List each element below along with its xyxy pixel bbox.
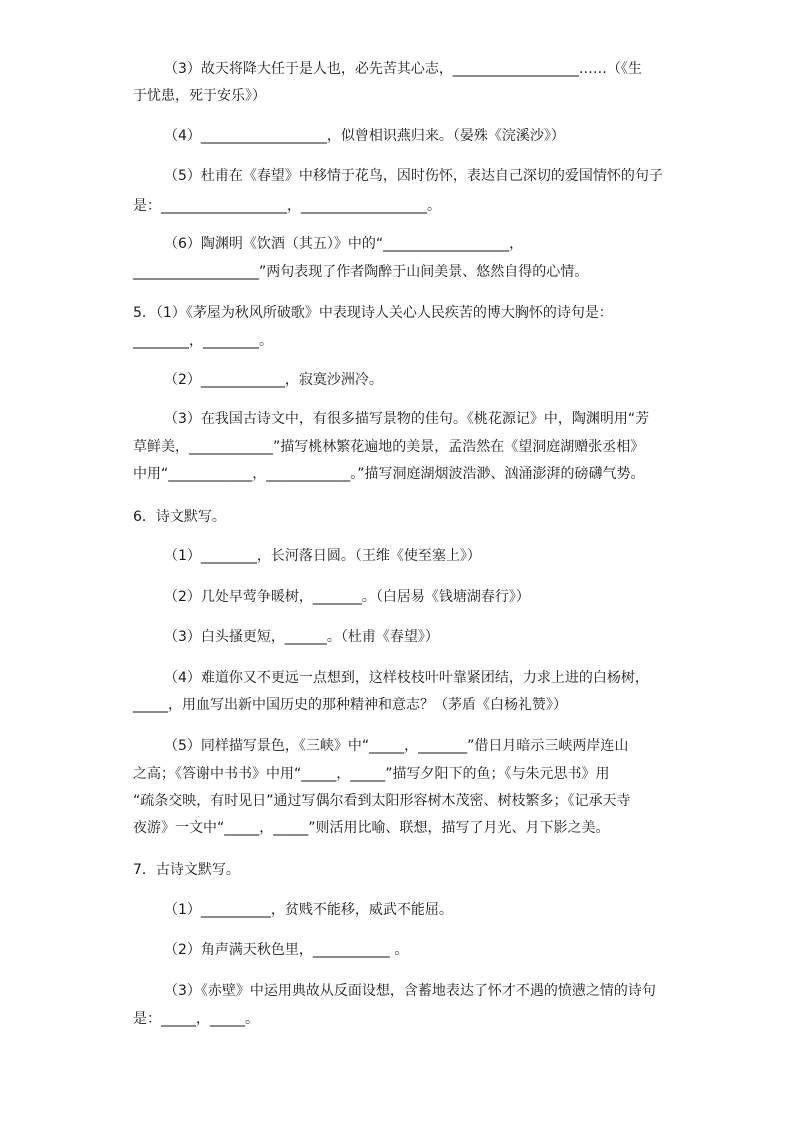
text-line: （1）__________，贫贱不能移，威武不能屈。 [164, 902, 453, 918]
question-heading: 7．古诗文默写。 [133, 862, 240, 878]
text-line: 是：__________________，__________________。 [133, 198, 441, 214]
text-line: 之高；《答谢中书书》中用“_____，_____”描写夕阳下的鱼；《与朱元思书》用 [133, 766, 610, 782]
text-line: “疏条交映，有时见日”通过写偶尔看到太阳形容树木茂密、树枝繁多；《记承天寺 [133, 793, 631, 809]
text-line: （5）同样描写景色，《三峡》中“_____，_______”借日月暗示三峡两岸连山 [164, 738, 629, 754]
question-heading: 5．（1）《茅屋为秋风所破歌》中表现诗人关心人民疾苦的博大胸怀的诗句是： [133, 305, 613, 321]
text-line: （1）________，长河落日圆。（王维《使至塞上》） [164, 548, 481, 564]
text-line: 于忧患，死于安乐》） [133, 88, 266, 104]
text-line: （3）故天将降大任于是人也，必先苦其心志，__________________……（《生 [164, 61, 642, 77]
text-line: ________，________。 [133, 333, 273, 349]
text-line: （6）陶渊明《饮酒（其五）》中的“__________________， [164, 236, 524, 252]
text-line: 草鲜美，____________”描写桃林繁花遍地的美景，孟浩然在《望洞庭湖赠张丞相》 [133, 439, 645, 455]
question-heading: 6．诗文默写。 [133, 509, 226, 525]
text-line: （2）____________，寂寞沙洲冷。 [164, 372, 383, 388]
text-line: （4）难道你又不更远一点想到，这样枝枝叶叶靠紧团结，力求上进的白杨树， [164, 670, 649, 686]
text-line: （4）__________________，似曾相识燕归来。（晏殊《浣溪沙》） [164, 128, 565, 144]
text-line: （2）几处早莺争暖树，_______。（白居易《钱塘湖春行》） [164, 589, 530, 605]
text-line: 是：_____，_____。 [133, 1011, 259, 1027]
text-line: _____，用血写出新中国历史的那种精神和意志？（茅盾《白杨礼赞》） [133, 697, 567, 713]
text-line: （3）白头搔更短，______。（杜甫《春望》） [164, 629, 439, 645]
text-line: （3）在我国古诗文中，有很多描写景物的佳句。《桃花源记》中，陶渊明用“芳 [164, 411, 650, 427]
text-line: （3）《赤壁》中运用典故从反面设想，含蓄地表达了怀才不遇的愤懑之情的诗句 [164, 983, 656, 999]
text-line: 夜游》一文中“_____，_____”则活用比喻、联想，描写了月光、月下影之美。 [133, 820, 610, 836]
text-line: 中用“____________，____________。”描写洞庭湖烟波浩渺、汹涌澎湃的磅礴气势。 [133, 466, 645, 482]
text-line: （5）杜甫在《春望》中移情于花鸟，因时伤怀，表达自己深切的爱国情怀的句子 [164, 168, 663, 184]
text-line: （2）角声满天秋色里，___________ 。 [164, 942, 409, 958]
text-line: __________________”两句表现了作者陶醉于山间美景、悠然自得的心情。 [133, 264, 589, 280]
